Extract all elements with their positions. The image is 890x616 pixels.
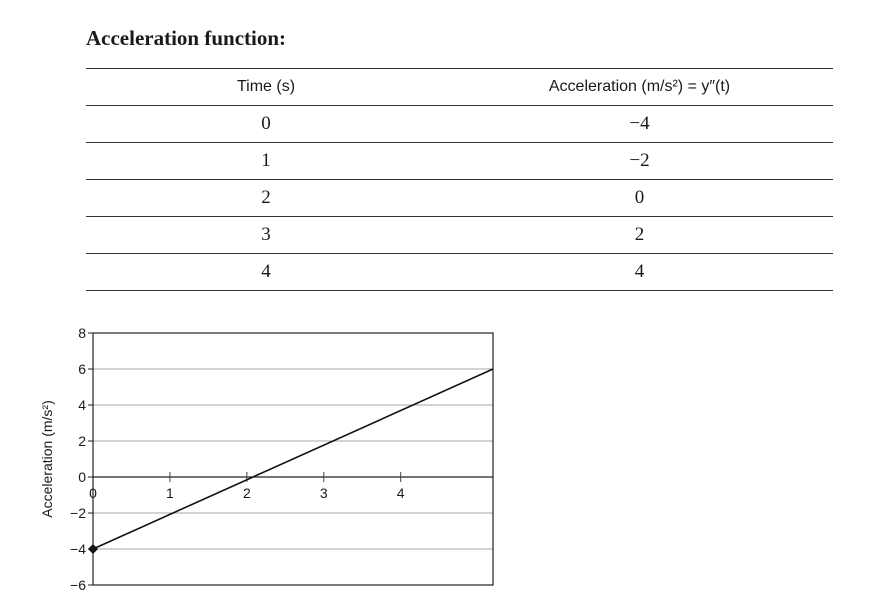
y-tick-label: −2 <box>70 505 86 521</box>
x-tick-label: 0 <box>89 485 97 501</box>
y-tick-label: 0 <box>78 469 86 485</box>
cell-acceleration: 4 <box>446 254 833 291</box>
cell-acceleration: −4 <box>446 106 833 143</box>
y-tick-label: −6 <box>70 577 86 593</box>
cell-time: 1 <box>86 143 446 180</box>
cell-time: 2 <box>86 180 446 217</box>
x-tick-label: 3 <box>319 485 328 501</box>
cell-acceleration: 2 <box>446 217 833 254</box>
axis-ticks <box>88 333 401 585</box>
x-tick-label: 4 <box>396 485 405 501</box>
y-tick-label: 2 <box>78 433 86 449</box>
cell-time: 3 <box>86 217 446 254</box>
y-tick-label: −4 <box>70 541 86 557</box>
x-tick-label: 2 <box>242 485 251 501</box>
series-layer <box>88 369 493 554</box>
y-tick-label: 6 <box>78 361 86 377</box>
cell-acceleration: 0 <box>446 180 833 217</box>
y-tick-label: 4 <box>78 397 86 413</box>
y-tick-label: 8 <box>78 325 86 341</box>
header-acceleration: Acceleration (m/s²) = y″(t) <box>446 69 833 106</box>
x-tick-label: 1 <box>166 485 174 501</box>
series-line <box>93 369 493 549</box>
y-axis-title: Acceleration (m/s²) <box>39 400 55 518</box>
header-time: Time (s) <box>86 69 446 106</box>
page-title: Acceleration function: <box>86 26 287 50</box>
tick-labels <box>70 325 405 593</box>
cell-acceleration: −2 <box>446 143 833 180</box>
cell-time: 4 <box>86 254 446 291</box>
cell-time: 0 <box>86 106 446 143</box>
